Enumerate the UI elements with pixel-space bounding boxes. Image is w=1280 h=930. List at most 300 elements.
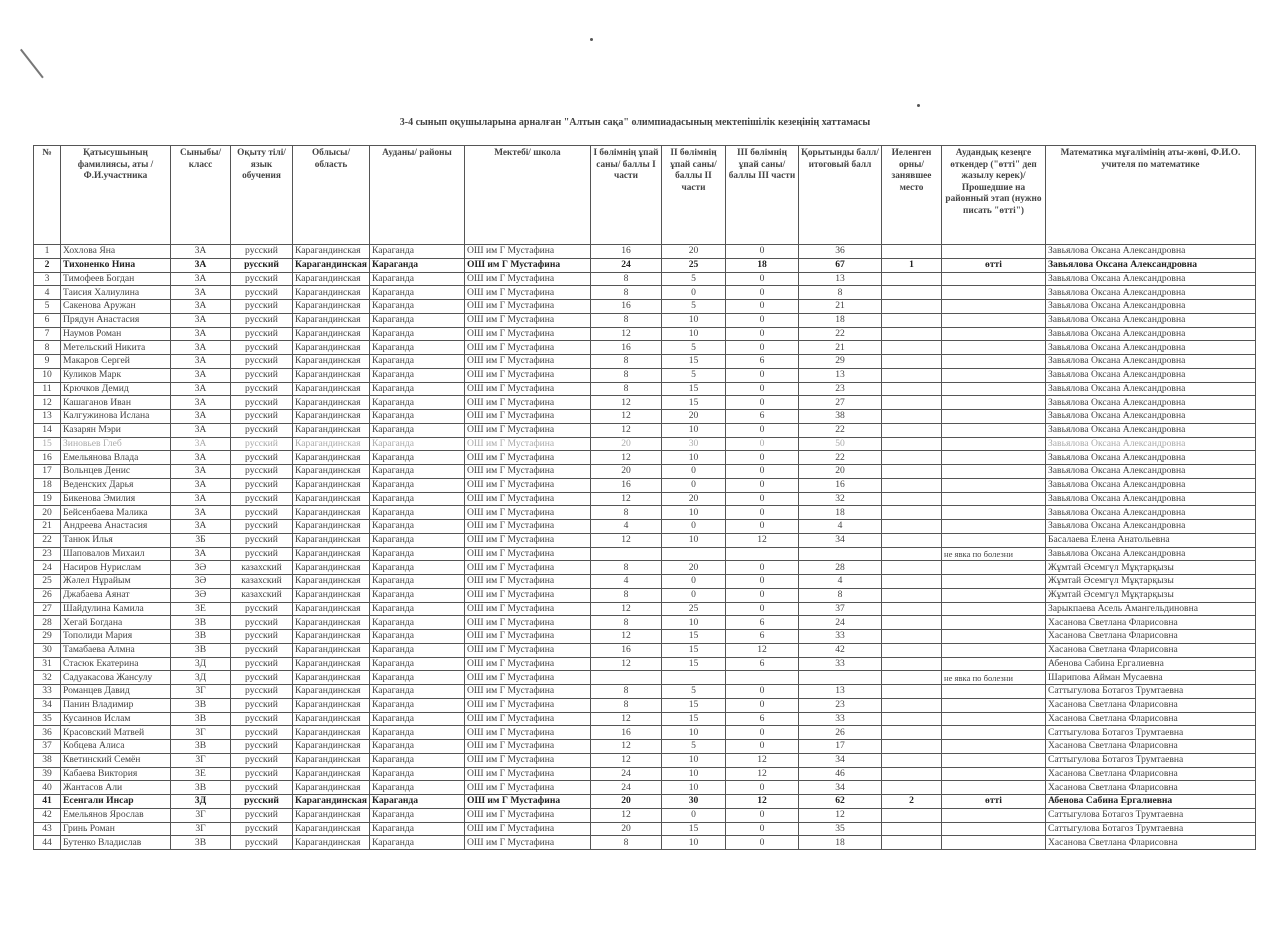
cell-rayon: Караганда: [369, 272, 464, 286]
cell-class: 3А: [171, 300, 231, 314]
table-row: [34, 506, 1256, 520]
cell-number: 6: [34, 313, 61, 327]
cell-part1: 8: [590, 272, 661, 286]
cell-name: Метельский Никита: [61, 341, 171, 355]
table-row: [34, 753, 1256, 767]
cell-teacher: Басалаева Елена Анатольевна: [1045, 533, 1255, 547]
cell-number: 27: [34, 602, 61, 616]
cell-place: [881, 808, 941, 822]
cell-language: русский: [231, 451, 293, 465]
cell-part2: 5: [661, 272, 725, 286]
cell-part3: 0: [725, 808, 798, 822]
cell-passed: [941, 740, 1045, 754]
cell-number: 10: [34, 368, 61, 382]
cell-part3: 0: [725, 396, 798, 410]
cell-rayon: Караганда: [369, 726, 464, 740]
cell-passed: [941, 396, 1045, 410]
cell-place: [881, 836, 941, 850]
cell-language: русский: [231, 465, 293, 479]
cell-teacher: Хасанова Светлана Фларисовна: [1045, 630, 1255, 644]
cell-teacher: Завьялова Оксана Александровна: [1045, 396, 1255, 410]
cell-total: 23: [798, 698, 881, 712]
cell-rayon: Караганда: [369, 245, 464, 259]
cell-language: русский: [231, 533, 293, 547]
col-number: №: [34, 146, 61, 245]
table-row: [34, 245, 1256, 259]
cell-passed: [941, 465, 1045, 479]
cell-part3: 0: [725, 698, 798, 712]
cell-language: русский: [231, 506, 293, 520]
cell-class: 3А: [171, 396, 231, 410]
cell-class: 3В: [171, 616, 231, 630]
table-row: [34, 795, 1256, 809]
cell-oblast: Карагандинская: [293, 602, 370, 616]
cell-oblast: Карагандинская: [293, 341, 370, 355]
cell-number: 40: [34, 781, 61, 795]
cell-class: 3Ә: [171, 575, 231, 589]
cell-name: Прядун Анастасия: [61, 313, 171, 327]
cell-school: ОШ им Г Мустафина: [464, 657, 590, 671]
cell-number: 31: [34, 657, 61, 671]
cell-oblast: Карагандинская: [293, 588, 370, 602]
cell-number: 14: [34, 423, 61, 437]
cell-part2: 5: [661, 341, 725, 355]
cell-oblast: Карагандинская: [293, 753, 370, 767]
cell-number: 36: [34, 726, 61, 740]
cell-total: 22: [798, 327, 881, 341]
cell-part2: 15: [661, 712, 725, 726]
cell-class: 3В: [171, 698, 231, 712]
cell-total: 62: [798, 795, 881, 809]
cell-total: 34: [798, 533, 881, 547]
cell-place: [881, 588, 941, 602]
cell-part3: 6: [725, 410, 798, 424]
cell-name: Калгужинова Ислана: [61, 410, 171, 424]
table-row: [34, 300, 1256, 314]
table-row: [34, 437, 1256, 451]
cell-part3: 12: [725, 767, 798, 781]
cell-place: [881, 313, 941, 327]
cell-part3: 0: [725, 588, 798, 602]
cell-part3: 12: [725, 533, 798, 547]
cell-total: 18: [798, 506, 881, 520]
cell-passed: [941, 355, 1045, 369]
cell-place: [881, 643, 941, 657]
cell-oblast: Карагандинская: [293, 520, 370, 534]
cell-class: 3Ә: [171, 588, 231, 602]
cell-number: 44: [34, 836, 61, 850]
cell-place: [881, 272, 941, 286]
cell-number: 33: [34, 685, 61, 699]
cell-class: 3Г: [171, 822, 231, 836]
cell-name: Веденских Дарья: [61, 478, 171, 492]
cell-total: 29: [798, 355, 881, 369]
col-class: Сыныбы/класс: [171, 146, 231, 245]
cell-language: русский: [231, 437, 293, 451]
table-row: [34, 616, 1256, 630]
cell-part3: 0: [725, 327, 798, 341]
cell-school: ОШ им Г Мустафина: [464, 465, 590, 479]
cell-school: ОШ им Г Мустафина: [464, 547, 590, 561]
cell-class: 3Е: [171, 602, 231, 616]
cell-class: 3А: [171, 341, 231, 355]
cell-part2: 10: [661, 726, 725, 740]
cell-rayon: Караганда: [369, 410, 464, 424]
cell-part2: 20: [661, 245, 725, 259]
cell-class: 3А: [171, 465, 231, 479]
cell-teacher: Завьялова Оксана Александровна: [1045, 437, 1255, 451]
cell-rayon: Караганда: [369, 286, 464, 300]
cell-passed: [941, 561, 1045, 575]
cell-class: 3А: [171, 355, 231, 369]
cell-rayon: Караганда: [369, 616, 464, 630]
cell-part1: 20: [590, 437, 661, 451]
cell-class: 3А: [171, 423, 231, 437]
cell-part2: 15: [661, 382, 725, 396]
cell-place: [881, 740, 941, 754]
cell-total: 46: [798, 767, 881, 781]
cell-number: 19: [34, 492, 61, 506]
cell-part2: 10: [661, 423, 725, 437]
cell-passed: [941, 767, 1045, 781]
cell-name: Стасюк Екатерина: [61, 657, 171, 671]
cell-oblast: Карагандинская: [293, 740, 370, 754]
cell-language: русский: [231, 781, 293, 795]
table-row: [34, 822, 1256, 836]
cell-oblast: Карагандинская: [293, 643, 370, 657]
cell-school: ОШ им Г Мустафина: [464, 616, 590, 630]
cell-teacher: Хасанова Светлана Фларисовна: [1045, 698, 1255, 712]
cell-rayon: Караганда: [369, 313, 464, 327]
cell-teacher: Завьялова Оксана Александровна: [1045, 286, 1255, 300]
cell-class: 3В: [171, 630, 231, 644]
table-row: [34, 671, 1256, 685]
cell-part1: 12: [590, 712, 661, 726]
cell-class: 3В: [171, 836, 231, 850]
cell-school: ОШ им Г Мустафина: [464, 396, 590, 410]
cell-passed: [941, 327, 1045, 341]
cell-part3: 0: [725, 341, 798, 355]
cell-part1: 12: [590, 533, 661, 547]
cell-rayon: Караганда: [369, 740, 464, 754]
cell-total: 67: [798, 258, 881, 272]
cell-rayon: Караганда: [369, 423, 464, 437]
cell-oblast: Карагандинская: [293, 616, 370, 630]
cell-oblast: Карагандинская: [293, 726, 370, 740]
cell-rayon: Караганда: [369, 368, 464, 382]
cell-place: [881, 575, 941, 589]
cell-total: 8: [798, 286, 881, 300]
cell-language: русский: [231, 286, 293, 300]
col-teacher: Математика мұғалімінің аты-жөні, Ф.И.О. учителя по математике: [1045, 146, 1255, 245]
cell-total: 38: [798, 410, 881, 424]
cell-school: ОШ им Г Мустафина: [464, 272, 590, 286]
cell-school: ОШ им Г Мустафина: [464, 533, 590, 547]
cell-name: Кобцева Алиса: [61, 740, 171, 754]
cell-name: Тихоненко Нина: [61, 258, 171, 272]
table-row: [34, 698, 1256, 712]
cell-passed: [941, 588, 1045, 602]
cell-passed: [941, 808, 1045, 822]
cell-number: 22: [34, 533, 61, 547]
cell-language: русский: [231, 795, 293, 809]
cell-passed: [941, 368, 1045, 382]
cell-total: 4: [798, 575, 881, 589]
cell-part2: 0: [661, 575, 725, 589]
cell-total: 50: [798, 437, 881, 451]
cell-teacher: Хасанова Светлана Фларисовна: [1045, 712, 1255, 726]
cell-part1: 4: [590, 575, 661, 589]
cell-language: русский: [231, 478, 293, 492]
cell-part3: 18: [725, 258, 798, 272]
cell-school: ОШ им Г Мустафина: [464, 313, 590, 327]
cell-part1: 8: [590, 685, 661, 699]
results-table: [33, 145, 1256, 850]
cell-place: [881, 767, 941, 781]
cell-oblast: Карагандинская: [293, 286, 370, 300]
cell-part2: 15: [661, 657, 725, 671]
table-row: [34, 657, 1256, 671]
cell-part2: 30: [661, 795, 725, 809]
cell-rayon: Караганда: [369, 300, 464, 314]
cell-school: ОШ им Г Мустафина: [464, 643, 590, 657]
cell-part2: 10: [661, 327, 725, 341]
cell-name: Шаповалов Михаил: [61, 547, 171, 561]
cell-teacher: Зарыкпаева Асель Амангельдиновна: [1045, 602, 1255, 616]
cell-oblast: Карагандинская: [293, 465, 370, 479]
cell-passed: [941, 382, 1045, 396]
cell-oblast: Карагандинская: [293, 396, 370, 410]
cell-name: Таисия Халиулина: [61, 286, 171, 300]
cell-part1: 24: [590, 781, 661, 795]
cell-oblast: Карагандинская: [293, 313, 370, 327]
cell-passed: [941, 698, 1045, 712]
cell-name: Емельянов Ярослав: [61, 808, 171, 822]
cell-place: [881, 410, 941, 424]
cell-passed: өтті: [941, 795, 1045, 809]
cell-place: [881, 698, 941, 712]
cell-number: 21: [34, 520, 61, 534]
cell-number: 37: [34, 740, 61, 754]
cell-class: 3Г: [171, 808, 231, 822]
cell-rayon: Караганда: [369, 506, 464, 520]
cell-part2: 10: [661, 451, 725, 465]
cell-place: [881, 520, 941, 534]
cell-total: 12: [798, 808, 881, 822]
cell-name: Танюк Илья: [61, 533, 171, 547]
cell-part1: 20: [590, 822, 661, 836]
cell-total: 27: [798, 396, 881, 410]
cell-part2: [661, 671, 725, 685]
cell-name: Бутенко Владислав: [61, 836, 171, 850]
cell-part3: 0: [725, 781, 798, 795]
cell-part1: [590, 671, 661, 685]
cell-part3: 0: [725, 423, 798, 437]
cell-passed: өтті: [941, 258, 1045, 272]
cell-name: Бейсенбаева Малика: [61, 506, 171, 520]
cell-part3: 0: [725, 492, 798, 506]
cell-number: 8: [34, 341, 61, 355]
cell-place: [881, 506, 941, 520]
cell-language: русский: [231, 602, 293, 616]
cell-language: русский: [231, 355, 293, 369]
cell-part1: 16: [590, 341, 661, 355]
cell-oblast: Карагандинская: [293, 698, 370, 712]
cell-passed: [941, 602, 1045, 616]
cell-number: 34: [34, 698, 61, 712]
cell-number: 16: [34, 451, 61, 465]
cell-total: 8: [798, 588, 881, 602]
cell-teacher: Жұмтай Әсемгүл Мұқтарқызы: [1045, 575, 1255, 589]
cell-rayon: Караганда: [369, 781, 464, 795]
cell-oblast: Карагандинская: [293, 561, 370, 575]
cell-part3: 0: [725, 726, 798, 740]
cell-place: [881, 382, 941, 396]
cell-rayon: Караганда: [369, 355, 464, 369]
cell-place: [881, 355, 941, 369]
cell-name: Насиров Нурислам: [61, 561, 171, 575]
cell-part1: 8: [590, 506, 661, 520]
cell-name: Кветинский Семён: [61, 753, 171, 767]
cell-place: [881, 327, 941, 341]
cell-language: русский: [231, 547, 293, 561]
cell-part1: 12: [590, 630, 661, 644]
cell-place: [881, 368, 941, 382]
cell-passed: не явка по болезни: [941, 671, 1045, 685]
cell-part1: 16: [590, 245, 661, 259]
cell-number: 39: [34, 767, 61, 781]
cell-place: [881, 286, 941, 300]
cell-total: 23: [798, 382, 881, 396]
cell-number: 5: [34, 300, 61, 314]
cell-part3: 0: [725, 602, 798, 616]
cell-passed: [941, 506, 1045, 520]
table-row: [34, 520, 1256, 534]
table-row: [34, 258, 1256, 272]
cell-language: русский: [231, 836, 293, 850]
cell-part1: 8: [590, 561, 661, 575]
cell-teacher: Завьялова Оксана Александровна: [1045, 258, 1255, 272]
cell-place: [881, 781, 941, 795]
cell-rayon: Караганда: [369, 533, 464, 547]
cell-class: 3А: [171, 437, 231, 451]
cell-total: 37: [798, 602, 881, 616]
cell-passed: [941, 781, 1045, 795]
cell-oblast: Карагандинская: [293, 451, 370, 465]
cell-class: 3Г: [171, 685, 231, 699]
cell-number: 23: [34, 547, 61, 561]
table-row: [34, 547, 1256, 561]
cell-part3: 0: [725, 478, 798, 492]
cell-teacher: Завьялова Оксана Александровна: [1045, 272, 1255, 286]
cell-part1: 16: [590, 478, 661, 492]
cell-part3: 0: [725, 506, 798, 520]
cell-rayon: Караганда: [369, 478, 464, 492]
cell-place: [881, 245, 941, 259]
cell-part2: 0: [661, 588, 725, 602]
cell-passed: [941, 575, 1045, 589]
col-participant: Қатысушының фамилиясы, аты /Ф.И.участника: [61, 146, 171, 245]
cell-name: Куликов Марк: [61, 368, 171, 382]
cell-passed: [941, 753, 1045, 767]
col-school: Мектебі/ школа: [464, 146, 590, 245]
cell-name: Хегай Богдана: [61, 616, 171, 630]
cell-part2: 0: [661, 465, 725, 479]
cell-oblast: Карагандинская: [293, 300, 370, 314]
cell-part2: 25: [661, 602, 725, 616]
cell-oblast: Карагандинская: [293, 368, 370, 382]
cell-part1: 12: [590, 423, 661, 437]
cell-name: Кашаганов Иван: [61, 396, 171, 410]
col-language: Оқыту тілі/ язык обучения: [231, 146, 293, 245]
cell-part3: [725, 547, 798, 561]
cell-part3: 0: [725, 822, 798, 836]
cell-passed: [941, 492, 1045, 506]
cell-total: 32: [798, 492, 881, 506]
cell-rayon: Караганда: [369, 602, 464, 616]
cell-passed: [941, 520, 1045, 534]
cell-name: Емельянова Влада: [61, 451, 171, 465]
table-row: [34, 726, 1256, 740]
cell-part1: 12: [590, 602, 661, 616]
cell-part3: 6: [725, 630, 798, 644]
table-body: [34, 245, 1256, 850]
cell-rayon: Караганда: [369, 396, 464, 410]
cell-school: ОШ им Г Мустафина: [464, 795, 590, 809]
cell-passed: [941, 685, 1045, 699]
table-row: [34, 368, 1256, 382]
cell-part2: 10: [661, 781, 725, 795]
cell-school: ОШ им Г Мустафина: [464, 685, 590, 699]
cell-rayon: Караганда: [369, 712, 464, 726]
cell-oblast: Карагандинская: [293, 822, 370, 836]
cell-class: 3Г: [171, 753, 231, 767]
cell-part3: 0: [725, 740, 798, 754]
cell-part2: 20: [661, 561, 725, 575]
table-row: [34, 410, 1256, 424]
table-row: [34, 313, 1256, 327]
cell-school: ОШ им Г Мустафина: [464, 712, 590, 726]
table-row: [34, 836, 1256, 850]
cell-number: 9: [34, 355, 61, 369]
cell-part3: [725, 671, 798, 685]
cell-teacher: Завьялова Оксана Александровна: [1045, 341, 1255, 355]
cell-rayon: Караганда: [369, 588, 464, 602]
cell-teacher: Хасанова Светлана Фларисовна: [1045, 767, 1255, 781]
cell-language: русский: [231, 300, 293, 314]
cell-name: Садуакасова Жансулу: [61, 671, 171, 685]
cell-passed: [941, 410, 1045, 424]
cell-language: русский: [231, 698, 293, 712]
cell-language: русский: [231, 657, 293, 671]
cell-teacher: Завьялова Оксана Александровна: [1045, 465, 1255, 479]
cell-place: [881, 726, 941, 740]
cell-part3: 6: [725, 355, 798, 369]
cell-teacher: Завьялова Оксана Александровна: [1045, 547, 1255, 561]
cell-part1: 12: [590, 808, 661, 822]
cell-rayon: Караганда: [369, 437, 464, 451]
cell-number: 4: [34, 286, 61, 300]
cell-teacher: Жұмтай Әсемгүл Мұқтарқызы: [1045, 561, 1255, 575]
cell-language: русский: [231, 740, 293, 754]
cell-name: Хохлова Яна: [61, 245, 171, 259]
cell-part1: 20: [590, 465, 661, 479]
cell-number: 28: [34, 616, 61, 630]
cell-total: 33: [798, 657, 881, 671]
cell-part2: 10: [661, 506, 725, 520]
table-row: [34, 712, 1256, 726]
cell-school: ОШ им Г Мустафина: [464, 410, 590, 424]
